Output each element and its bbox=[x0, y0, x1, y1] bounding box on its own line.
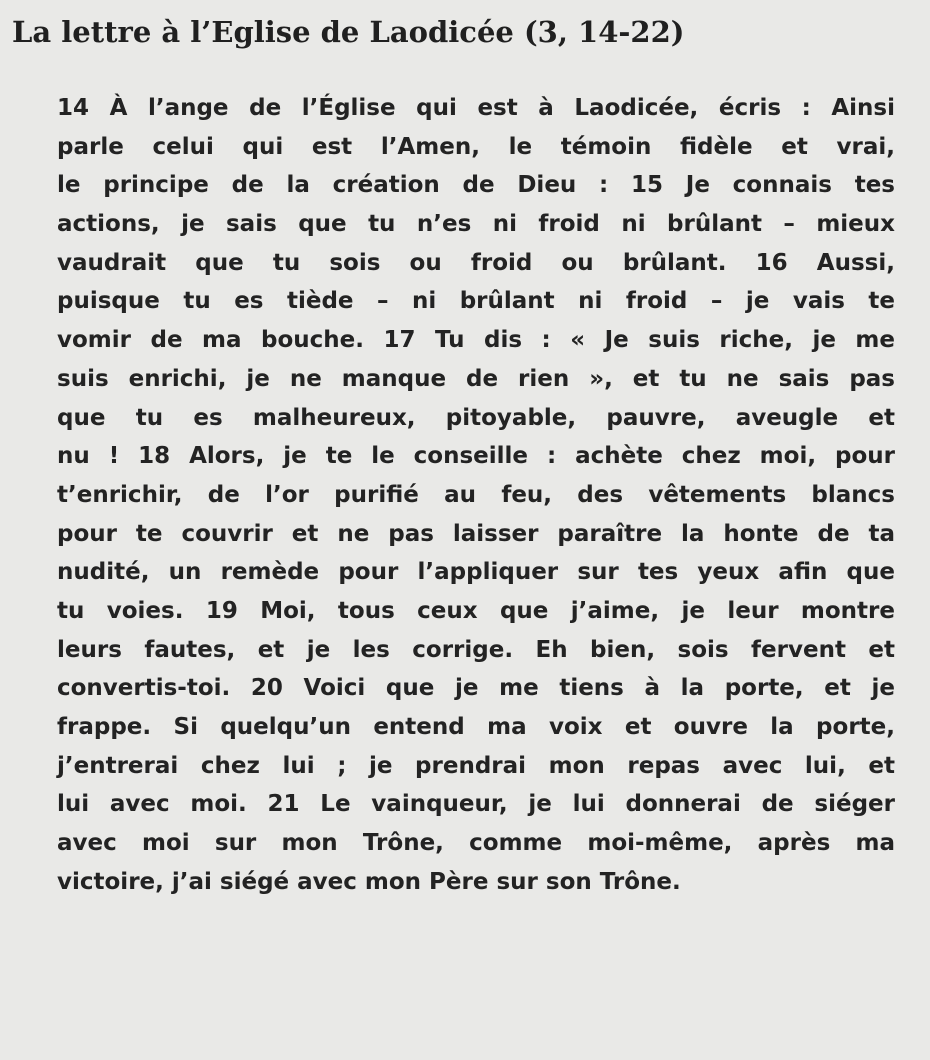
passage-line: tu voies. 19 Moi, tous ceux que j’aime, je leur montre bbox=[57, 597, 895, 624]
passage-line: t’enrichir, de l’or purifié au feu, des vêtements blancs bbox=[57, 481, 895, 508]
passage-line: le principe de la création de Dieu : 15 Je connais tes bbox=[57, 172, 895, 199]
passage-line: lui avec moi. 21 Le vainqueur, je lui donnerai de siéger bbox=[57, 791, 895, 818]
passage-line: convertis-toi. 20 Voici que je me tiens à la porte, et je bbox=[57, 675, 895, 702]
passage-line: suis enrichi, je ne manque de rien », et tu ne sais pas bbox=[57, 365, 895, 392]
passage-line: vaudrait que tu sois ou froid ou brûlant. 16 Aussi, bbox=[57, 249, 895, 276]
page-title: La lettre à l’Eglise de Laodicée (3, 14-22) bbox=[12, 15, 685, 49]
passage-line: nudité, un remède pour l’appliquer sur tes yeux afin que bbox=[57, 559, 895, 586]
passage-line: 14 À l’ange de l’Église qui est à Laodicée, écris : Ainsi bbox=[57, 95, 895, 121]
passage-line: leurs fautes, et je les corrige. Eh bien, sois fervent et bbox=[57, 636, 895, 663]
passage-line: pour te couvrir et ne pas laisser paraître la honte de ta bbox=[57, 520, 895, 547]
scripture-passage bbox=[57, 89, 895, 901]
passage-line: vomir de ma bouche. 17 Tu dis : « Je suis riche, je me bbox=[57, 327, 895, 354]
passage-line: frappe. Si quelqu’un entend ma voix et ouvre la porte, bbox=[57, 714, 895, 740]
passage-line: puisque tu es tiède – ni brûlant ni froid – je vais te bbox=[57, 288, 895, 315]
passage-line: nu ! 18 Alors, je te le conseille : achète chez moi, pour bbox=[57, 443, 895, 470]
passage-line: actions, je sais que tu n’es ni froid ni brûlant – mieux bbox=[57, 211, 895, 238]
passage-line: que tu es malheureux, pitoyable, pauvre, aveugle et bbox=[57, 404, 895, 431]
passage-line: avec moi sur mon Trône, comme moi-même, après ma bbox=[57, 830, 895, 857]
passage-line: victoire, j’ai siégé avec mon Père sur son Trône. bbox=[57, 868, 681, 895]
passage-line: parle celui qui est l’Amen, le témoin fidèle et vrai, bbox=[57, 133, 895, 160]
passage-line: j’entrerai chez lui ; je prendrai mon repas avec lui, et bbox=[57, 752, 895, 779]
